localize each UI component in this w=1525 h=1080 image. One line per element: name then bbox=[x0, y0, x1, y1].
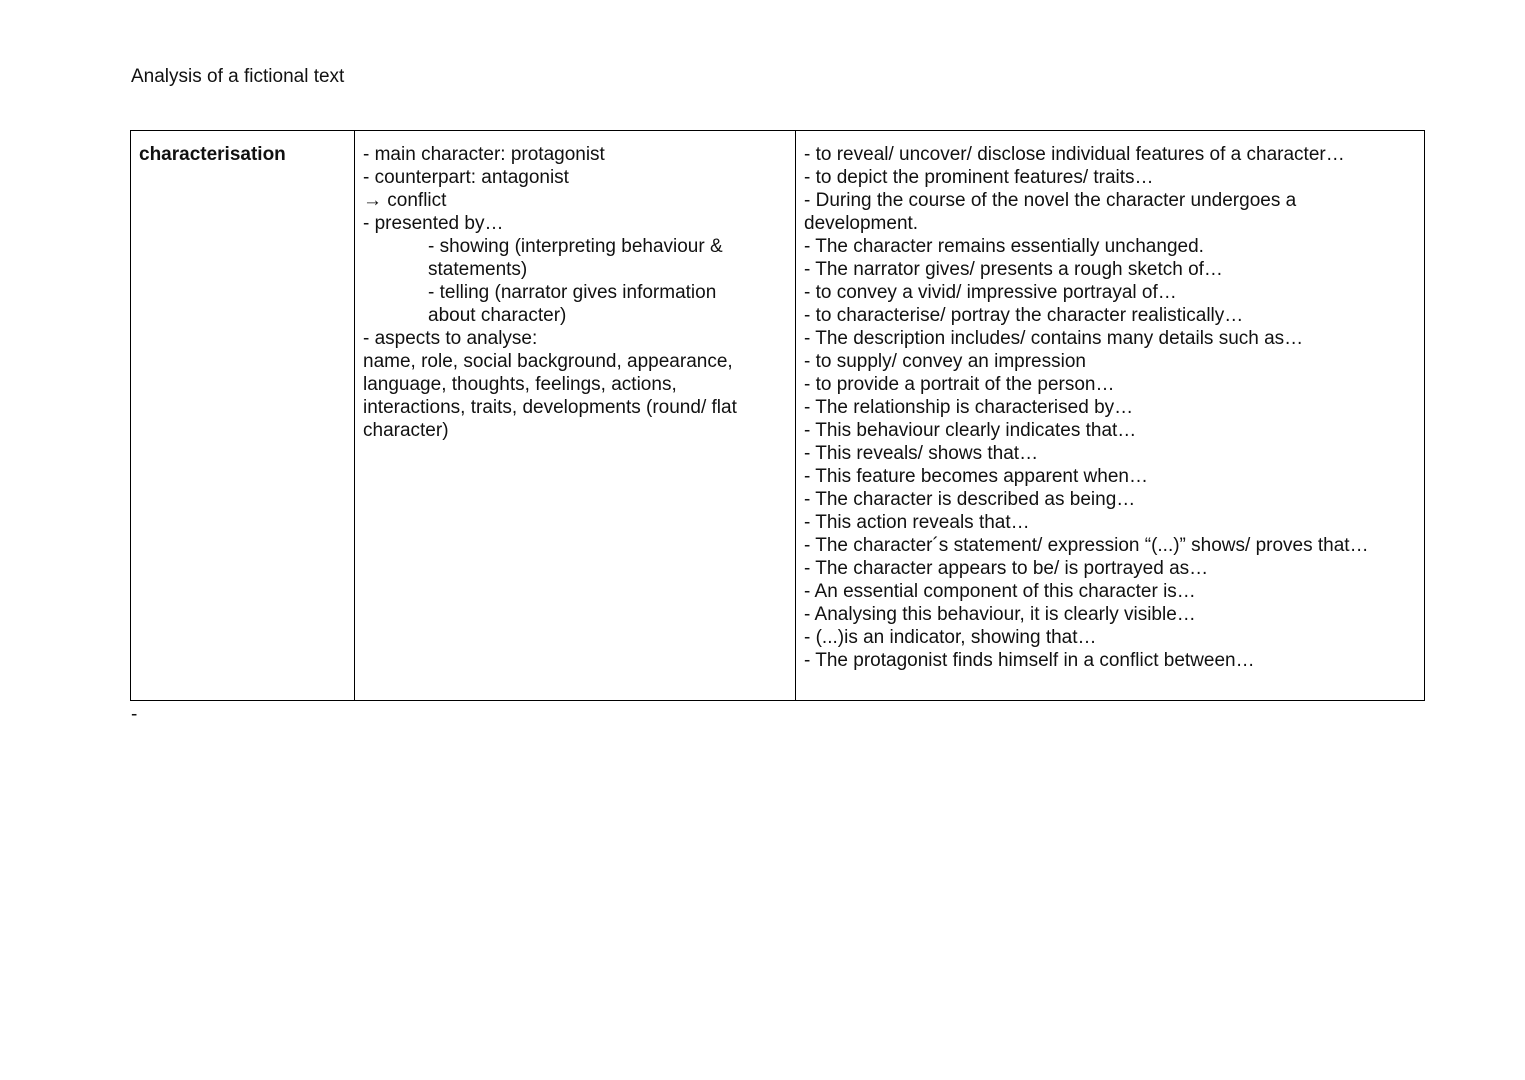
phrase-line: - to convey a vivid/ impressive portrayal of… bbox=[804, 282, 1177, 303]
note-line: language, thoughts, feelings, actions, bbox=[363, 374, 677, 395]
phrase-line: - to provide a portrait of the person… bbox=[804, 374, 1115, 395]
note-line: - aspects to analyse: bbox=[363, 328, 538, 349]
phrase-line: - This behaviour clearly indicates that… bbox=[804, 420, 1137, 441]
note-line: about character) bbox=[428, 305, 567, 326]
table-row bbox=[131, 131, 1425, 701]
phrase-line: - to depict the prominent features/ traits… bbox=[804, 167, 1154, 188]
phrase-line: development. bbox=[804, 213, 919, 234]
phrase-line: - An essential component of this character is… bbox=[804, 581, 1196, 602]
note-line: name, role, social background, appearance, bbox=[363, 351, 733, 372]
characterisation-table bbox=[130, 130, 1425, 701]
note-line: statements) bbox=[428, 259, 528, 280]
note-line: - counterpart: antagonist bbox=[363, 167, 569, 188]
note-line: - showing (interpreting behaviour & bbox=[428, 236, 723, 257]
note-line: - main character: protagonist bbox=[363, 144, 605, 165]
phrase-line: - The narrator gives/ presents a rough sketch of… bbox=[804, 259, 1223, 280]
phrase-line: - During the course of the novel the character undergoes a bbox=[804, 190, 1297, 211]
note-line: - telling (narrator gives information bbox=[428, 282, 717, 303]
note-line: character) bbox=[363, 420, 449, 441]
term-cell bbox=[131, 131, 355, 701]
phrase-line: - The description includes/ contains many details such as… bbox=[804, 328, 1304, 349]
note-line: interactions, traits, developments (round/ flat bbox=[363, 397, 737, 418]
phrase-line: - (...)is an indicator, showing that… bbox=[804, 627, 1097, 648]
notes-cell bbox=[355, 131, 796, 701]
phrase-line: - The character´s statement/ expression “(...)” shows/ proves that… bbox=[804, 535, 1369, 556]
phrase-line: - This action reveals that… bbox=[804, 512, 1030, 533]
term-label: characterisation bbox=[139, 144, 286, 165]
document-title: Analysis of a fictional text bbox=[131, 66, 345, 87]
phrase-line: - This reveals/ shows that… bbox=[804, 443, 1039, 464]
phrase-line: - This feature becomes apparent when… bbox=[804, 466, 1148, 487]
phrase-line: - The relationship is characterised by… bbox=[804, 397, 1134, 418]
note-line: - presented by… bbox=[363, 213, 504, 234]
phrase-line: - to supply/ convey an impression bbox=[804, 351, 1086, 372]
note-line: → conflict bbox=[363, 190, 447, 211]
phrases-cell bbox=[796, 131, 1425, 701]
phrase-line: - The character remains essentially unchanged. bbox=[804, 236, 1204, 257]
phrase-line: - The character appears to be/ is portrayed as… bbox=[804, 558, 1209, 579]
phrase-line: - The protagonist finds himself in a conflict between… bbox=[804, 650, 1255, 671]
phrase-line: - to characterise/ portray the character realistically… bbox=[804, 305, 1244, 326]
phrase-line: - The character is described as being… bbox=[804, 489, 1136, 510]
phrase-line: - Analysing this behaviour, it is clearly visible… bbox=[804, 604, 1196, 625]
trailing-dash: - bbox=[131, 704, 138, 725]
phrase-line: - to reveal/ uncover/ disclose individual features of a character… bbox=[804, 144, 1345, 165]
